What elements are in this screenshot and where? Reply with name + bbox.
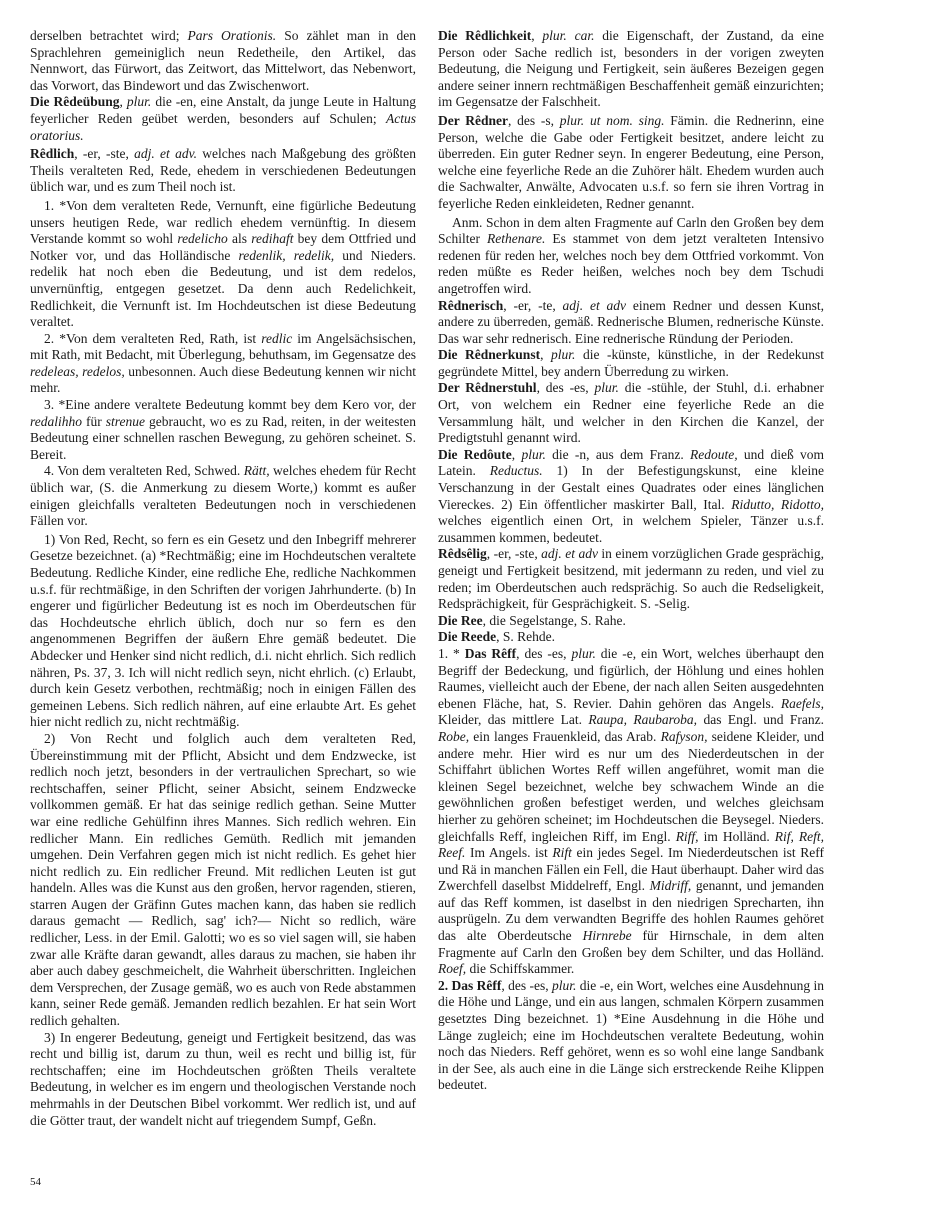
dictionary-paragraph (438, 447, 824, 547)
body-text: für Hirnschale, in dem alten Fragmente auf Carln den Großen bey dem Schilter, und das Holländ. (438, 928, 824, 960)
body-text: 4. Von dem veralteten Red, Schwed. (44, 463, 244, 479)
headword: 2. Das Rêff (438, 977, 502, 993)
headword: Die Rêdnerkunst (438, 347, 541, 363)
dictionary-paragraph (438, 546, 824, 612)
headword: Die Ree (438, 612, 483, 628)
body-text: für (82, 413, 106, 429)
italic-term: Actus oratorius. (30, 110, 416, 143)
body-text: 1. * (438, 645, 465, 661)
body-text: einem Redner und dessen Kunst, andere zu überreden, gemäß. Rednerische Blumen, rednerische Künste. Das war sehr rednerisch. Eine rednerische Ründung der Perioden. (438, 297, 824, 346)
body-text: derselben betrachtet wird; (30, 28, 188, 43)
italic-term: adj. et adv (562, 297, 627, 313)
body-text: 3. *Eine andere veraltete Bedeutung kommt bey dem Kero vor, der (44, 397, 416, 413)
body-text: Anm. Schon in dem alten Fragmente auf Carln den Großen bey dem Schilter (438, 214, 824, 247)
body-text: im Angelsächsischen, mit Rath, mit Bedacht, mit Überlegung, behuthsam, im Gegensatze des (30, 330, 416, 363)
body-text: ein langes Frauenkleid, das Arab. (469, 728, 661, 744)
italic-term: Raefels, (780, 695, 824, 711)
body-text: die -stühle, der Stuhl, d.i. erhabner Ort, von welchem ein Redner eine feyerliche Rede an die Versammlung hält, und welcher in den Kirchen die Kanzel, der Predigtstuhl genannt wird. (438, 380, 824, 446)
dictionary-paragraph (30, 1030, 416, 1130)
headword: Die Rêdlichkeit (438, 28, 532, 43)
body-text: die Eigenschaft, der Zustand, da eine Person oder Sache redlich ist, besonders in der vorigen zweyten Bedeutung, die Neigung und Fertigkeit, sein äußeres Bezeigen gegen andere seiner innern rechtmäßigen Beschaffenheit gemäß einzurichten; im Gegensatze der Falschheit. (438, 28, 824, 110)
body-text: 1. *Von dem veralteten Rede, Vernunft, eine figürliche Bedeutung unsers heutigen Rede, war redlich ehedem vernünftig. In diesem Verstande kommt so wohl (30, 197, 416, 247)
dictionary-paragraph (438, 28, 824, 111)
dictionary-paragraph (30, 146, 416, 196)
body-text: 3) In engerer Bedeutung, geneigt und Fertigkeit besitzend, das was recht und billig ist, darum zu thun, weil es recht und billig ist, für rechtschaffen; eine im Hochdeutschen größten Theils veraltete Bedeutung, in welcher es im engern und theologischen Verstande noch mehrmahls in der Deutschen Bibel vorkommt. Wer redlich ist, und auf die Götter traut, der wandelt nicht auf triegendem Sumpf, Geßn. (30, 1029, 416, 1128)
italic-term: Rafyson, (660, 728, 708, 744)
body-text: , des -es, (501, 977, 552, 993)
body-text: als (227, 231, 252, 247)
italic-term: plur. car. (542, 28, 595, 43)
dictionary-paragraph (30, 331, 416, 397)
italic-term: Rif, Reft, Reef. (438, 828, 824, 861)
dictionary-paragraph (30, 463, 416, 529)
italic-term: adj. et adv (541, 546, 598, 562)
body-text: Im Angels. ist (465, 845, 553, 861)
headword: Rêdlich (30, 146, 75, 162)
body-text: , (531, 28, 543, 43)
body-text: genannt, und jemanden auf das Reff kommen, ist daselbst in den niedrigen Sprecharten, ihn ausprügeln. Zu dem verwandten Begriffe des hohlen Raumes gehöret das alte Oberdeutsche (438, 878, 825, 944)
headword: Rêdsêlig (438, 546, 487, 562)
italic-term: Ridutto, Ridotto, (731, 496, 825, 512)
body-text: , -er, -ste, (486, 546, 542, 562)
italic-term: redihaft (251, 231, 294, 247)
body-text: Fämin. die Rednerinn, eine Person, welche die Gabe oder Fertigkeit besitzet, andere leicht zu überreden. Ein guter Redner seyn. In engerer Bedeutung, eine Person, welche eine feyerliche Rede an die Zuhörer hält. Ehedem wurden auch die Sachwalter, Anwälte, Advocaten u.s.f. so fern sie ihren Vortrag in feyerliche Reden einkleideten, Redner genannt. (438, 112, 825, 211)
dictionary-paragraph (438, 298, 824, 348)
italic-term: plur. (551, 347, 576, 363)
body-text: Es stammet von dem jetzt veralteten Intensivo redenen für reden her, welches noch bey dem Ottfried vorkommt. Von reden müßte es Reder heißen, welches noch bey dem Tschudi angetroffen wird. (438, 231, 824, 296)
italic-term: adj. et adv. (134, 146, 197, 162)
headword: Das Rêff (464, 645, 517, 661)
italic-term: plur. (594, 380, 619, 396)
italic-term: Robe, (438, 728, 470, 744)
body-text: , (511, 446, 522, 462)
body-text: , die Segelstange, S. Rahe. (482, 612, 626, 628)
body-text: 1) In der Befestigungskunst, eine kleine Verschanzung in der Gestalt eines Quadrates oder eines länglichen Viereckes. 2) Ein öffentlicher maskirter Ball, Ital. (438, 463, 825, 512)
body-text: im Holländ. (698, 828, 775, 844)
italic-term: redeleas, redelos, (30, 363, 125, 379)
dictionary-paragraph (438, 215, 824, 298)
body-text: welches ehedem für Recht üblich war, (S. die Anmerkung zu diesem Worte,) kommt es außer einigen gleichfalls veralteten Bedeutungen noch in verschiedenen Fällen vor. (30, 463, 417, 529)
dictionary-paragraph (30, 397, 416, 463)
body-text: 2) Von Recht und folglich auch dem veralteten Red, Übereinstimmung mit der Pflicht, Absicht und dem Endzwecke, ist redlich noch jetzt, besonders in der vertraulichen Sprechart, so wie rechtschaffen, seiner Pflicht, seiner Absicht, seinem Endzwecke vollkommen gemäß. Er hat das seinige redlich gethan. Seine Mutter war eine redliche Gehülfinn ihres Mannes. Sich redlich wehren. Ein redlicher Mann. Ein redliches Gemüth. Redlich mit jemanden umgehen. Dein Verfahren gegen mich ist nicht redlich. Es gehet hier nicht redlich zu. Ein redlicher Freund. Mit redlichen Leuten ist gut handeln. Alles was die Kunst aus den großen, hervor ragenden, stieren, starren Augen der Gräfinn Gutes machen kann, das haben sie redlich daraus gemacht — Redlich, sag' ich?— Nicht so redlich, wäre redlicher, Less. in der Emil. Galotti; wo es so viel sagen will, sie haben zwar alle Kräfte daran gewandt, alles daraus zu machen, sie haben ihr aber auch dabey geschmeichelt, die Wahrheit überschritten. Ingleichen dem Versprechen, der Zusage gemäß, wo es auch von Rede abstammen kann, seiner Rede gemäß. Jemanden redlich bezahlen. Er hat sein Wort redlich gehalten. (30, 730, 416, 1029)
body-text: die -en, eine Anstalt, da junge Leute in Haltung feyerlicher Reden geübet werden, besonders auf Schulen; (30, 94, 417, 126)
body-text: und dieß vom Latein. (438, 446, 824, 479)
italic-term: Pars Orationis. (187, 28, 277, 43)
dictionary-paragraph (438, 978, 824, 1094)
body-text: die -n, aus dem Franz. (545, 446, 691, 462)
headword: Der Rêdner (438, 112, 508, 128)
body-text: welches nach Maßgebung des größten Theils veralteten Red, Rede, ehedem in verschiedenen Bedeutungen üblich war, und es zum Theil noch ist. (30, 146, 417, 195)
italic-term: plur. ut nom. sing. (559, 112, 665, 128)
body-text: , (119, 94, 127, 110)
dictionary-paragraph (30, 731, 416, 1030)
italic-term: Riff, (675, 828, 699, 844)
dictionary-paragraph (30, 94, 416, 144)
left-column (30, 28, 416, 1129)
dictionary-paragraph (438, 629, 824, 646)
italic-term: Raupa, Raubaroba, (588, 712, 698, 728)
body-text: ein jedes Segel. Im Niederdeutschen ist Reff und Rä in manchen Fällen ein Fell, die Haut überhaupt. Daher wird das Zwerchfell daselbst Middelreff, Engl. (438, 845, 824, 894)
headword: Der Rêdnerstuhl (438, 380, 537, 396)
dictionary-paragraph (30, 198, 416, 331)
body-text: die -e, ein Wort, welches überhaupt den Begriff der Bedeckung, und figürlich, der Höhlung und eines hohlen Raumes, vielleicht auch der Ebene, der nach allen Seiten ausgedehnten ebenen Fläche, hat, S. Revier. Dahin gehören das Angels. (438, 645, 824, 711)
italic-term: Hirnrebe (582, 928, 632, 944)
body-text: , S. Rehde. (496, 629, 555, 645)
page-number: 54 (30, 1176, 41, 1188)
italic-term: redenlik, redelik, (238, 247, 335, 263)
body-text: , des -s, (508, 112, 560, 128)
body-text: die Schiffskammer. (466, 961, 575, 977)
italic-term: Roef, (438, 961, 467, 977)
italic-term: plur. (552, 977, 577, 993)
italic-term: Reductus. (489, 463, 543, 479)
body-text: , -er, -te, (503, 297, 563, 313)
body-text: 2. *Von dem veralteten Red, Rath, ist (44, 330, 262, 346)
dictionary-paragraph (438, 646, 824, 978)
italic-term: redalihho (30, 413, 82, 429)
body-text: gebraucht, wo es zu Rad, reiten, in der weitesten Bedeutung einer schnellen raschen Bewegung, zu gehören scheinet. S. Bereit. (30, 413, 417, 462)
dictionary-paragraph (30, 532, 416, 731)
body-text: , (540, 347, 552, 363)
body-text: , -er, -ste, (74, 146, 135, 162)
body-text: welches eigentlich einen Ort, in welchem Spieler, Tänzer u.s.f. zusammen kommen, bedeutet. (438, 513, 824, 545)
dictionary-paragraph (438, 347, 824, 380)
body-text: Kleider, das mittlere Lat. (438, 712, 589, 728)
dictionary-paragraph (30, 28, 416, 94)
italic-term: Rift (552, 845, 572, 861)
headword: Rêdnerisch (438, 297, 504, 313)
italic-term: Redoute, (690, 446, 738, 462)
body-text: , des -es, (516, 645, 572, 661)
dictionary-paragraph (438, 380, 824, 446)
italic-term: plur. (571, 645, 596, 661)
headword: Die Redôute (438, 446, 512, 462)
body-text: seidene Kleider, und andere mehr. Hier wird es nur um des Niederdeutschen in der Schiffahrt üblichen Wortes Reff willen angeführet, womit man die kleinen Segel bezeichnet, welche bey schwachem Winde an die gewöhnlichen großen befestiget werden, und welches gleichsam hierher zu gehören scheinet; im Hochdeutschen die Beysegel. Nieders. gleichfalls Reff, ingleichen Riff, im Engl. (438, 728, 824, 844)
body-text: die -e, ein Wort, welches eine Ausdehnung in die Höhe und Länge, und ein aus langen, schmalen Körpern zusammen gesetztes Ding bezeichnet. 1) *Eine Ausdehnung in die Höhe und Länge zugleich; eine im Hochdeutschen veraltete Bedeutung, wohin noch das Nieders. Reff gehöret, wenn es so wohl eine lange Sandbank in der See, als auch eine in die Länge sich erstreckende Reihe Klippen bedeutet. (438, 977, 824, 1093)
italic-term: plur. (521, 446, 546, 462)
headword: Die Reede (438, 629, 497, 645)
body-text: 1) Von Red, Recht, so fern es ein Gesetz und den Inbegriff mehrerer Gesetze bezeichnet. (a) *Rechtmäßig; eine im Hochdeutschen veraltete Bedeutung. Redliche Kinder, eine redliche Ehe, redliche Nachkommen u.s.f. für rechtmäßige, in den Schriften der vorigen Jahrhunderte. (b) In engerer und figürlicher Bedeutung ist es noch im Oberdeutschen für das Hochdeutsche ehrlich üblich, doch nur so fern es den angenommenen Begriffen der äußern Ehre gemäß bedeutet. Die Abdecker und Henker sind nicht redlich, d.i. nicht ehrlich. Sich redlich nähren, Ps. 37, 3. Ich will nicht redlich seyn, nicht ehrlich. (c) Erlaubt, durch kein Gesetz verbothen, rechtmäßig; noch in einigen Fällen des gemeinen Lebens. Sich redlich nähren, auf eine erlaubte Art. Es gehet hier nicht redlich zu, nicht rechtmäßig. (30, 531, 416, 730)
italic-term: Midriff, (649, 878, 692, 894)
body-text: das Engl. und Franz. (697, 712, 825, 728)
body-text: bey dem Ottfried und Notker vor, und das Holländische (30, 231, 416, 263)
italic-term: redelicho (177, 231, 228, 247)
body-text: und Nieders. redelik hat noch eben die Bedeutung, und ist dem redelos, unvernünftig, entgegen gesetzet. Da denn auch Redelichkeit, Redlichkeit, die Vernunft ist. Im Hochdeutschen ist diese Bedeutung veraltet. (30, 247, 416, 330)
body-text: unbesonnen. Auch diese Bedeutung kennen wir nicht mehr. (30, 363, 416, 396)
headword: Die Rêdeübung (30, 94, 120, 110)
dictionary-paragraph (438, 613, 824, 630)
italic-term: plur. (126, 94, 152, 110)
italic-term: strenue (105, 413, 145, 429)
dictionary-paragraph (438, 113, 824, 213)
right-column (438, 28, 824, 1094)
italic-term: Rethenare. (487, 231, 546, 247)
body-text: So zählet man in den Sprachlehren gemeiniglich neun Redetheile, den Artikel, das Nennwort, das Fürwort, das Zeitwort, das Mittelwort, das Nebenwort, das Vorwort, das Bindewort und das Zwischenwort. (30, 28, 416, 93)
body-text: die -künste, künstliche, in der Redekunst gegründete Mittel, bey andern Überredung zu wirken. (438, 347, 824, 379)
body-text: , des -es, (536, 380, 595, 396)
body-text: in einem vorzüglichen Grade gesprächig, geneigt und Fertigkeit besitzend, mit jedermann zu reden, und viel zu reden; im Oberdeutschen auch redsprächig. So auch die Redseligkeit, Redsprächigkeit, für Gesprächigkeit. S. -Selig. (438, 546, 824, 612)
italic-term: Rätt, (243, 463, 270, 479)
italic-term: redlic (261, 330, 293, 346)
